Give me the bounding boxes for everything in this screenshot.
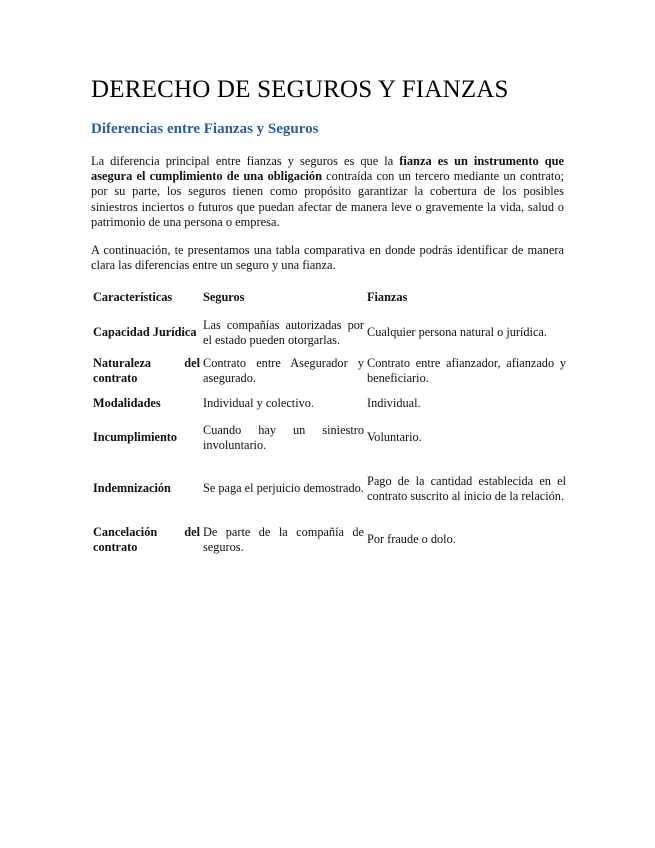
- row-feature: Indemnización: [93, 481, 171, 496]
- row-feature-word: del: [184, 524, 200, 539]
- document-title: DERECHO DE SEGUROS Y FIANZAS: [91, 76, 509, 103]
- row-seguros: Contrato entre Asegurador y asegurado.: [203, 355, 364, 385]
- table-row: [90, 314, 566, 352]
- row-feature-word: contrato: [93, 371, 138, 385]
- row-feature: [90, 520, 200, 560]
- row-fianzas: Por fraude o dolo.: [367, 532, 456, 547]
- table-row: [90, 520, 566, 560]
- row-fianzas: Contrato entre afianzador, afianzado y beneficiario.: [367, 355, 566, 385]
- row-fianzas: Voluntario.: [367, 430, 422, 445]
- header-fianzas: Fianzas: [367, 290, 408, 305]
- row-feature-word: contrato: [93, 540, 138, 554]
- row-seguros: Cuando hay un siniestro involuntario.: [203, 422, 364, 452]
- row-seguros: De parte de la compañía de seguros.: [203, 524, 364, 554]
- table-header-row: [90, 288, 566, 314]
- row-feature: [90, 352, 200, 390]
- row-fianzas: Individual.: [367, 396, 421, 411]
- intro-text-end: contraída con un tercero mediante un contrato; por su parte, los seguros tienen como propósito garantizar la cobertura de los posibles siniestros inciertos o futuros que puedan afectar de manera leve o gravemente la vida, salud o patrimonio de una persona o empresa.: [91, 169, 565, 229]
- intro-paragraph: [91, 154, 564, 230]
- row-seguros: Individual y colectivo.: [203, 396, 314, 411]
- intro-text-bold: fianza es un instrumento que asegura el cumplimiento de una obligación: [91, 154, 564, 184]
- comparison-table: [90, 288, 566, 560]
- row-fianzas: Pago de la cantidad establecida en el contrato suscrito al inicio de la relación.: [367, 473, 566, 503]
- intro-text-start: La diferencia principal entre fianzas y seguros es que la: [91, 154, 400, 168]
- row-feature-word: del: [184, 355, 200, 370]
- header-caracteristicas: Características: [93, 290, 173, 305]
- row-feature: Capacidad Jurídica: [93, 325, 197, 340]
- header-seguros: Seguros: [203, 290, 245, 305]
- row-feature: Incumplimiento: [93, 430, 178, 445]
- section-heading: Diferencias entre Fianzas y Seguros: [91, 121, 319, 137]
- row-seguros: Se paga el perjuicio demostrado.: [203, 481, 364, 496]
- row-seguros: Las compañías autorizadas por el estado pueden otorgarlas.: [203, 317, 364, 347]
- row-feature: Modalidades: [93, 396, 161, 411]
- table-row: [90, 352, 566, 390]
- row-feature-word: Cancelación: [93, 524, 158, 539]
- row-fianzas: Cualquier persona natural o jurídica.: [367, 325, 547, 340]
- table-row: [90, 458, 566, 520]
- table-row: [90, 390, 566, 418]
- table-row: [90, 418, 566, 458]
- table-intro-paragraph: A continuación, te presentamos una tabla comparativa en donde podrás identificar de manera clara las diferencias entre un seguro y una fianza.: [91, 243, 564, 273]
- row-feature-word: Naturaleza: [93, 355, 152, 370]
